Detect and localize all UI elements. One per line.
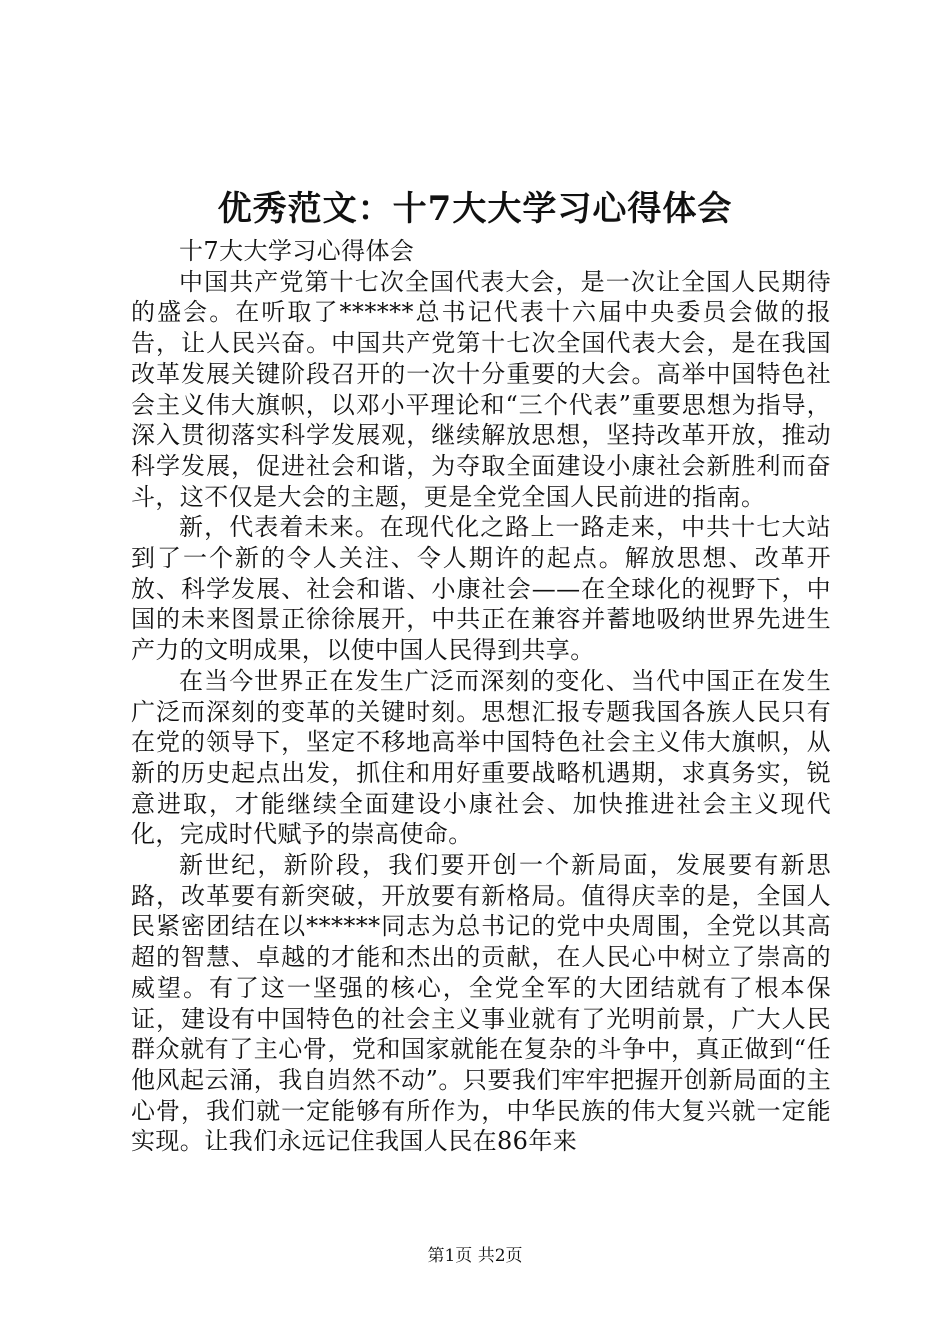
document-subtitle: 十7大大学习心得体会 — [179, 237, 415, 265]
paragraph-1: 中国共产党第十七次全国代表大会，是一次让全国人民期待的盛会。在听取了******总书记代表十六届中央委员会做的报告，让人民兴奋。中国共产党第十七次全国代表大会，是在我国改革发展关键阶段召开的一次十分重要的大会。高举中国特色社会主义伟大旗帜，以邓小平理论和“三个代表”重要思想为指导，深入贯彻落实科学发展观，继续解放思想，坚持改革开放，推动科学发展，促进社会和谐，为夺取全面建设小康社会新胜利而奋斗，这不仅是大会的主题，更是全党全国人民前进的指南。 — [131, 267, 831, 511]
paragraph-3: 在当今世界正在发生广泛而深刻的变化、当代中国正在发生广泛而深刻的变革的关键时刻。思想汇报专题我国各族人民只有在党的领导下，坚定不移地高举中国特色社会主义伟大旗帜，从新的历史起点出发，抓住和用好重要战略机遇期，求真务实，锐意进取，才能继续全面建设小康社会、加快推进社会主义现代化，完成时代赋予的崇高使命。 — [131, 666, 831, 849]
paragraph-4: 新世纪，新阶段，我们要开创一个新局面，发展要有新思路，改革要有新突破，开放要有新格局。值得庆幸的是，全国人民紧密团结在以******同志为总书记的党中央周围，全党以其高超的智慧、卓越的才能和杰出的贡献，在人民心中树立了崇高的威望。有了这一坚强的核心，全党全军的大团结就有了根本保证，建设有中国特色的社会主义事业就有了光明前景，广大人民群众就有了主心骨，党和国家就能在复杂的斗争中，真正做到“任他风起云涌，我自岿然不动”。只要我们牢牢把握开创新局面的主心骨，我们就一定能够有所作为，中华民族的伟大复兴就一定能实现。让我们永远记住我国人民在86年来 — [131, 851, 831, 1156]
page-number-footer: 第1页 共2页 — [427, 1246, 523, 1266]
paragraph-2: 新，代表着未来。在现代化之路上一路走来，中共十七大站到了一个新的令人关注、令人期许的起点。解放思想、改革开放、科学发展、社会和谐、小康社会——在全球化的视野下，中国的未来图景正徐徐展开，中共正在兼容并蓄地吸纳世界先进生产力的文明成果，以使中国人民得到共享。 — [131, 513, 831, 665]
document-title: 优秀范文：十7大大学习心得体会 — [217, 189, 733, 229]
document-body — [131, 236, 831, 1157]
